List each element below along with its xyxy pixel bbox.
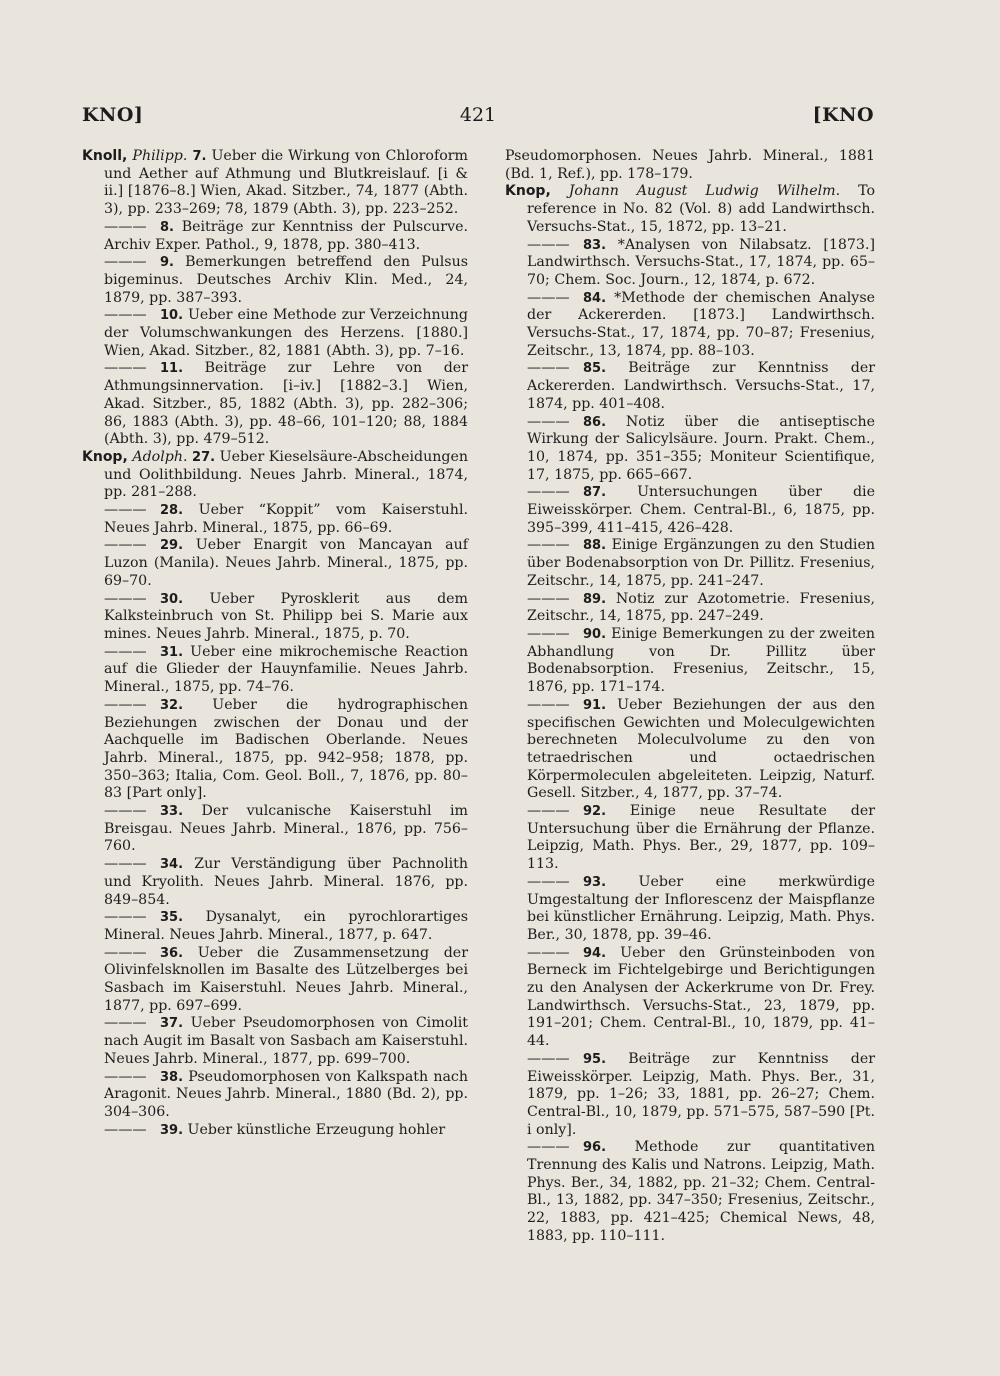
author-name: Knop, <box>82 448 128 465</box>
bib-entry <box>82 909 468 944</box>
entry-number: 34. <box>160 857 184 873</box>
entry-text: Ueber Beziehungen der aus den specifischen Gewichten und Moleculgewichten berechneten Moleculvolume zu den von tetraedrischen und octaedrischen Körpermoleculen abgeleiteten. Leipzig, Naturf. Gesell. Sitzber., 4, 1877, pp. 37–74. <box>527 696 875 802</box>
entry-number: 91. <box>583 697 607 713</box>
ditto-dash: ——— <box>104 856 147 873</box>
entry-number: 29. <box>160 538 184 554</box>
bib-entry <box>505 945 875 1051</box>
ditto-dash: ——— <box>104 803 147 820</box>
ditto-dash: ——— <box>104 254 147 271</box>
entry-text: Notiz über die antiseptische Wirkung der Salicylsäure. Journ. Prakt. Chem., 10, 1874, pp. 351–355; Moniteur Scientifique, 17, 1875, pp. 665–667. <box>527 413 875 483</box>
bib-entry <box>505 537 875 590</box>
left-column <box>82 148 468 1139</box>
entry-text: Zur Verständigung über Pachnolith und Kryolith. Neues Jahrb. Mineral. 1876, pp. 849–854. <box>104 856 468 908</box>
bib-entry <box>82 1069 468 1122</box>
entry-number: 30. <box>160 591 184 607</box>
entry-number: 95. <box>583 1051 607 1067</box>
bib-entry <box>505 1139 875 1245</box>
bib-entry <box>505 237 875 290</box>
ditto-dash: ——— <box>527 803 570 820</box>
entry-number: 85. <box>583 361 607 377</box>
entry-number: 36. <box>160 945 184 961</box>
ditto-dash: ——— <box>104 1121 147 1138</box>
page-number: 421 <box>459 104 497 126</box>
ditto-dash: ——— <box>527 413 570 430</box>
entry-text: Ueber eine mikrochemische Reaction auf die Glieder der Hauynfamilie. Neues Jahrb. Mineral., 1875, pp. 74–76. <box>104 643 468 696</box>
bib-entry <box>82 1122 468 1140</box>
ditto-dash: ——— <box>527 289 570 306</box>
entry-text: Einige neue Resultate der Untersuchung über die Ernährung der Pflanze. Leipzig, Math. Phys. Ber., 29, 1877, pp. 109–113. <box>527 803 875 873</box>
entry-text: Ueber den Grünsteinboden von Berneck im Fichtelgebirge und Berichtigungen zu den Analysen der Ackerkrume von Dr. Frey. Landwirthsch. Versuchs-Stat., 23, 1879, pp. 191–201; Chem. Central-Bl., 10, 1879, pp. 41–44. <box>527 944 875 1050</box>
bib-entry <box>82 803 468 856</box>
entry-text: Beiträge zur Kenntniss der Pulscurve. Archiv Exper. Pathol., 9, 1878, pp. 380–413. <box>104 218 468 253</box>
ditto-dash: ——— <box>527 360 570 377</box>
bib-entry <box>505 1051 875 1140</box>
ditto-dash: ——— <box>527 236 570 253</box>
entry-text: Beiträge zur Lehre von der Athmungsinnervation. [i–iv.] [1882–3.] Wien, Akad. Sitzber., 85, 1882 (Abth. 3), pp. 282–306; 86, 1883 (Abth. 3), pp. 48–66, 101–120; 88, 1884 (Abth. 3), pp. 479–512. <box>104 360 468 448</box>
entry-number: 96. <box>583 1140 607 1156</box>
entry-number: 11. <box>160 361 184 377</box>
right-column <box>505 148 875 1246</box>
ditto-dash: ——— <box>527 1139 570 1156</box>
entry-text: Einige Bemerkungen zu der zweiten Abhandlung von Dr. Pillitz über Bodenabsorption. Fresenius, Zeitschr., 15, 1876, pp. 171–174. <box>527 625 876 696</box>
bib-entry <box>505 626 875 697</box>
ditto-dash: ——— <box>527 484 570 501</box>
ditto-dash: ——— <box>104 643 147 660</box>
bib-entry <box>505 290 875 361</box>
bib-entry <box>82 537 468 590</box>
bib-entry <box>82 644 468 697</box>
ditto-dash: ——— <box>104 307 147 324</box>
bib-entry-author <box>82 449 468 502</box>
entry-number: 84. <box>583 290 607 306</box>
bib-entry-author <box>82 148 468 219</box>
bib-entry <box>82 945 468 1016</box>
entry-text: Dysanalyt, ein pyrochlorartiges Mineral. Neues Jahrb. Mineral., 1877, p. 647. <box>104 909 469 943</box>
entry-text: Der vulcanische Kaiserstuhl im Breisgau. Neues Jahrb. Mineral., 1876, pp. 756–760. <box>104 803 468 855</box>
bib-entry <box>82 307 468 360</box>
bib-entry <box>82 219 468 254</box>
ditto-dash: ——— <box>104 909 147 926</box>
bib-entry <box>505 697 875 803</box>
ditto-dash: ——— <box>527 1050 570 1067</box>
ditto-dash: ——— <box>527 944 570 961</box>
ditto-dash: ——— <box>104 502 147 519</box>
bib-entry <box>82 502 468 537</box>
entry-number: 35. <box>160 910 184 926</box>
entry-number: 38. <box>160 1069 184 1085</box>
entry-number: 86. <box>583 414 607 430</box>
entry-number: 87. <box>583 485 607 501</box>
entry-text: Beiträge zur Kenntniss der Eiweisskörper. Leipzig, Math. Phys. Ber., 31, 1879, pp. 1–26; 33, 1881, pp. 26–27; Chem. Central-Bl., 10, 1879, pp. 571–575, 587–590 [Pt. i only]. <box>527 1050 876 1138</box>
ditto-dash: ——— <box>527 625 570 642</box>
entry-text: *Analysen von Nilabsatz. [1873.] Landwirthsch. Versuchs-Stat., 17, 1874, pp. 65–70; Chem. Soc. Journ., 12, 1874, p. 672. <box>527 236 876 288</box>
entry-text: Untersuchungen über die Eiweisskörper. Chem. Central-Bl., 6, 1875, pp. 395–399, 411–415, 426–428. <box>527 484 875 536</box>
entry-number: 9. <box>160 255 174 271</box>
bib-entry <box>82 856 468 909</box>
ditto-dash: ——— <box>527 537 570 554</box>
author-given-name: Philipp. <box>132 148 188 164</box>
entry-text: Einige Ergänzungen zu den Studien über Bodenabsorption von Dr. Pillitz. Fresenius, Zeitschr., 14, 1875, pp. 241–247. <box>527 537 875 589</box>
entry-text: Ueber die Wirkung von Chloroform und Aether auf Athmung und Blutkreislauf. [i & ii.] [1876–8.] Wien, Akad. Sitzber., 74, 1877 (Abth. 3), pp. 233–269; 78, 1879 (Abth. 3), pp. 223–252. <box>104 148 468 218</box>
entry-text: Bemerkungen betreffend den Pulsus bigeminus. Deutsches Archiv Klin. Med., 24, 1879, pp. 387–393. <box>104 254 468 306</box>
author-name: Knop, <box>505 183 551 200</box>
ditto-dash: ——— <box>104 944 147 961</box>
entry-text: Ueber Enargit von Mancayan auf Luzon (Manila). Neues Jahrb. Mineral., 1875, pp. 69–70. <box>104 537 469 589</box>
ditto-dash: ——— <box>104 590 147 607</box>
bib-entry <box>505 803 875 874</box>
author-given-name: Adolph. <box>132 448 188 465</box>
entry-text: *Methode der chemischen Analyse der Ackererden. [1873.] Landwirthsch. Versuchs-Stat., 17, 1874, pp. 70–87; Fresenius, Zeitschr., 13, 1874, pp. 88–103. <box>527 289 876 359</box>
entry-number: 89. <box>583 591 607 607</box>
entry-number: 31. <box>160 644 184 660</box>
ditto-dash: ——— <box>104 1068 147 1085</box>
bib-entry <box>82 1015 468 1068</box>
bib-entry <box>505 360 875 413</box>
entry-number: 39. <box>160 1122 184 1138</box>
bib-entry <box>505 874 875 945</box>
entry-text: Ueber eine merkwürdige Umgestaltung der Inflorescenz der Maispflanze bei künstlicher Ernährung. Leipzig, Math. Phys. Ber., 30, 1878, pp. 39–46. <box>527 873 875 943</box>
bib-entry <box>505 591 875 626</box>
entry-number: 27. <box>192 449 216 465</box>
entry-number: 83. <box>583 237 607 253</box>
entry-text: Methode zur quantitativen Trennung des Kalis und Natrons. Leipzig, Math. Phys. Ber., 34, 1882, pp. 21–32; Chem. Central-Bl., 13, 1882, pp. 347–350; Fresenius, Zeitschr., 22, 1883, pp. 421–425; Chemical News, 48, 1883, pp. 110–111. <box>527 1139 875 1244</box>
entry-number: 8. <box>160 219 174 235</box>
entry-text: Ueber künstliche Erzeugung hohler <box>187 1121 446 1138</box>
entry-number: 33. <box>160 804 184 820</box>
header-right: [KNO <box>812 104 874 126</box>
entry-text: Notiz zur Azotometrie. Fresenius, Zeitschr., 14, 1875, pp. 247–249. <box>527 590 875 625</box>
ditto-dash: ——— <box>104 696 147 713</box>
author-name: Knoll, <box>82 148 128 164</box>
entry-number: 92. <box>583 804 607 820</box>
bib-entry <box>82 591 468 644</box>
entry-number: 88. <box>583 538 607 554</box>
ditto-dash: ——— <box>104 537 147 554</box>
entry-text: Ueber Pyrosklerit aus dem Kalksteinbruch von St. Philipp bei S. Marie aux mines. Neues Jahrb. Mineral., 1875, p. 70. <box>104 590 469 642</box>
bib-entry <box>82 360 468 449</box>
entry-number: 37. <box>160 1016 184 1032</box>
header-left: KNO] <box>82 104 144 126</box>
bib-entry <box>505 484 875 537</box>
entry-text: To reference in No. 82 (Vol. 8) add Landwirthsch. Versuchs-Stat., 15, 1872, pp. 13–21. <box>527 183 876 235</box>
entry-text: Ueber eine Methode zur Verzeichnung der Volumschwankungen des Herzens. [1880.] Wien, Akad. Sitzber., 82, 1881 (Abth. 3), pp. 7–16. <box>104 307 468 359</box>
author-given-name: Johann August Ludwig Wilhelm. <box>568 183 841 200</box>
entry-text: Pseudomorphosen. Neues Jahrb. Mineral., 1881 (Bd. 1, Ref.), pp. 178–179. <box>505 148 875 182</box>
entry-number: 94. <box>583 945 607 961</box>
bib-entry <box>82 254 468 307</box>
entry-text: Beiträge zur Kenntniss der Ackererden. Landwirthsch. Versuchs-Stat., 17, 1874, pp. 401–408. <box>527 360 876 412</box>
ditto-dash: ——— <box>104 218 147 235</box>
bib-entry-continued <box>505 148 875 183</box>
ditto-dash: ——— <box>527 696 570 713</box>
ditto-dash: ——— <box>104 1015 147 1032</box>
entry-text: Pseudomorphosen von Kalkspath nach Aragonit. Neues Jahrb. Mineral., 1880 (Bd. 2), pp. 304–306. <box>104 1068 468 1120</box>
entry-number: 93. <box>583 874 607 890</box>
entry-number: 7. <box>192 149 207 164</box>
entry-text: Ueber Kieselsäure-Abscheidungen und Oolithbildung. Neues Jahrb. Mineral., 1874, pp. 281–288. <box>104 448 468 501</box>
entry-number: 28. <box>160 503 184 519</box>
entry-number: 32. <box>160 697 184 713</box>
bib-entry <box>82 697 468 803</box>
ditto-dash: ——— <box>527 590 570 607</box>
entry-text: Ueber Pseudomorphosen von Cimolit nach Augit im Basalt von Sasbach am Kaiserstuhl. Neues Jahrb. Mineral., 1877, pp. 699–700. <box>104 1015 468 1067</box>
running-header <box>82 104 874 134</box>
entry-text: Ueber die hydrographischen Beziehungen zwischen der Donau und der Aachquelle im Badischen Oberlande. Neues Jahrb. Mineral., 1875, pp. 942–958; 1878, pp. 350–363; Italia, Com. Geol. Boll., 7, 1876, pp. 80–83 [Part only]. <box>104 696 468 802</box>
bib-entry <box>505 414 875 485</box>
bib-entry-author <box>505 183 875 236</box>
ditto-dash: ——— <box>104 360 147 377</box>
entry-text: Ueber “Koppit” vom Kaiserstuhl. Neues Jahrb. Mineral., 1875, pp. 66–69. <box>104 502 468 536</box>
entry-number: 90. <box>583 626 607 642</box>
entry-number: 10. <box>160 308 184 324</box>
entry-text: Ueber die Zusammensetzung der Olivinfelsknollen im Basalte des Lützelberges bei Sasbach im Kaiserstuhl. Neues Jahrb. Mineral., 1877, pp. 697–699. <box>104 944 468 1014</box>
ditto-dash: ——— <box>527 873 570 890</box>
